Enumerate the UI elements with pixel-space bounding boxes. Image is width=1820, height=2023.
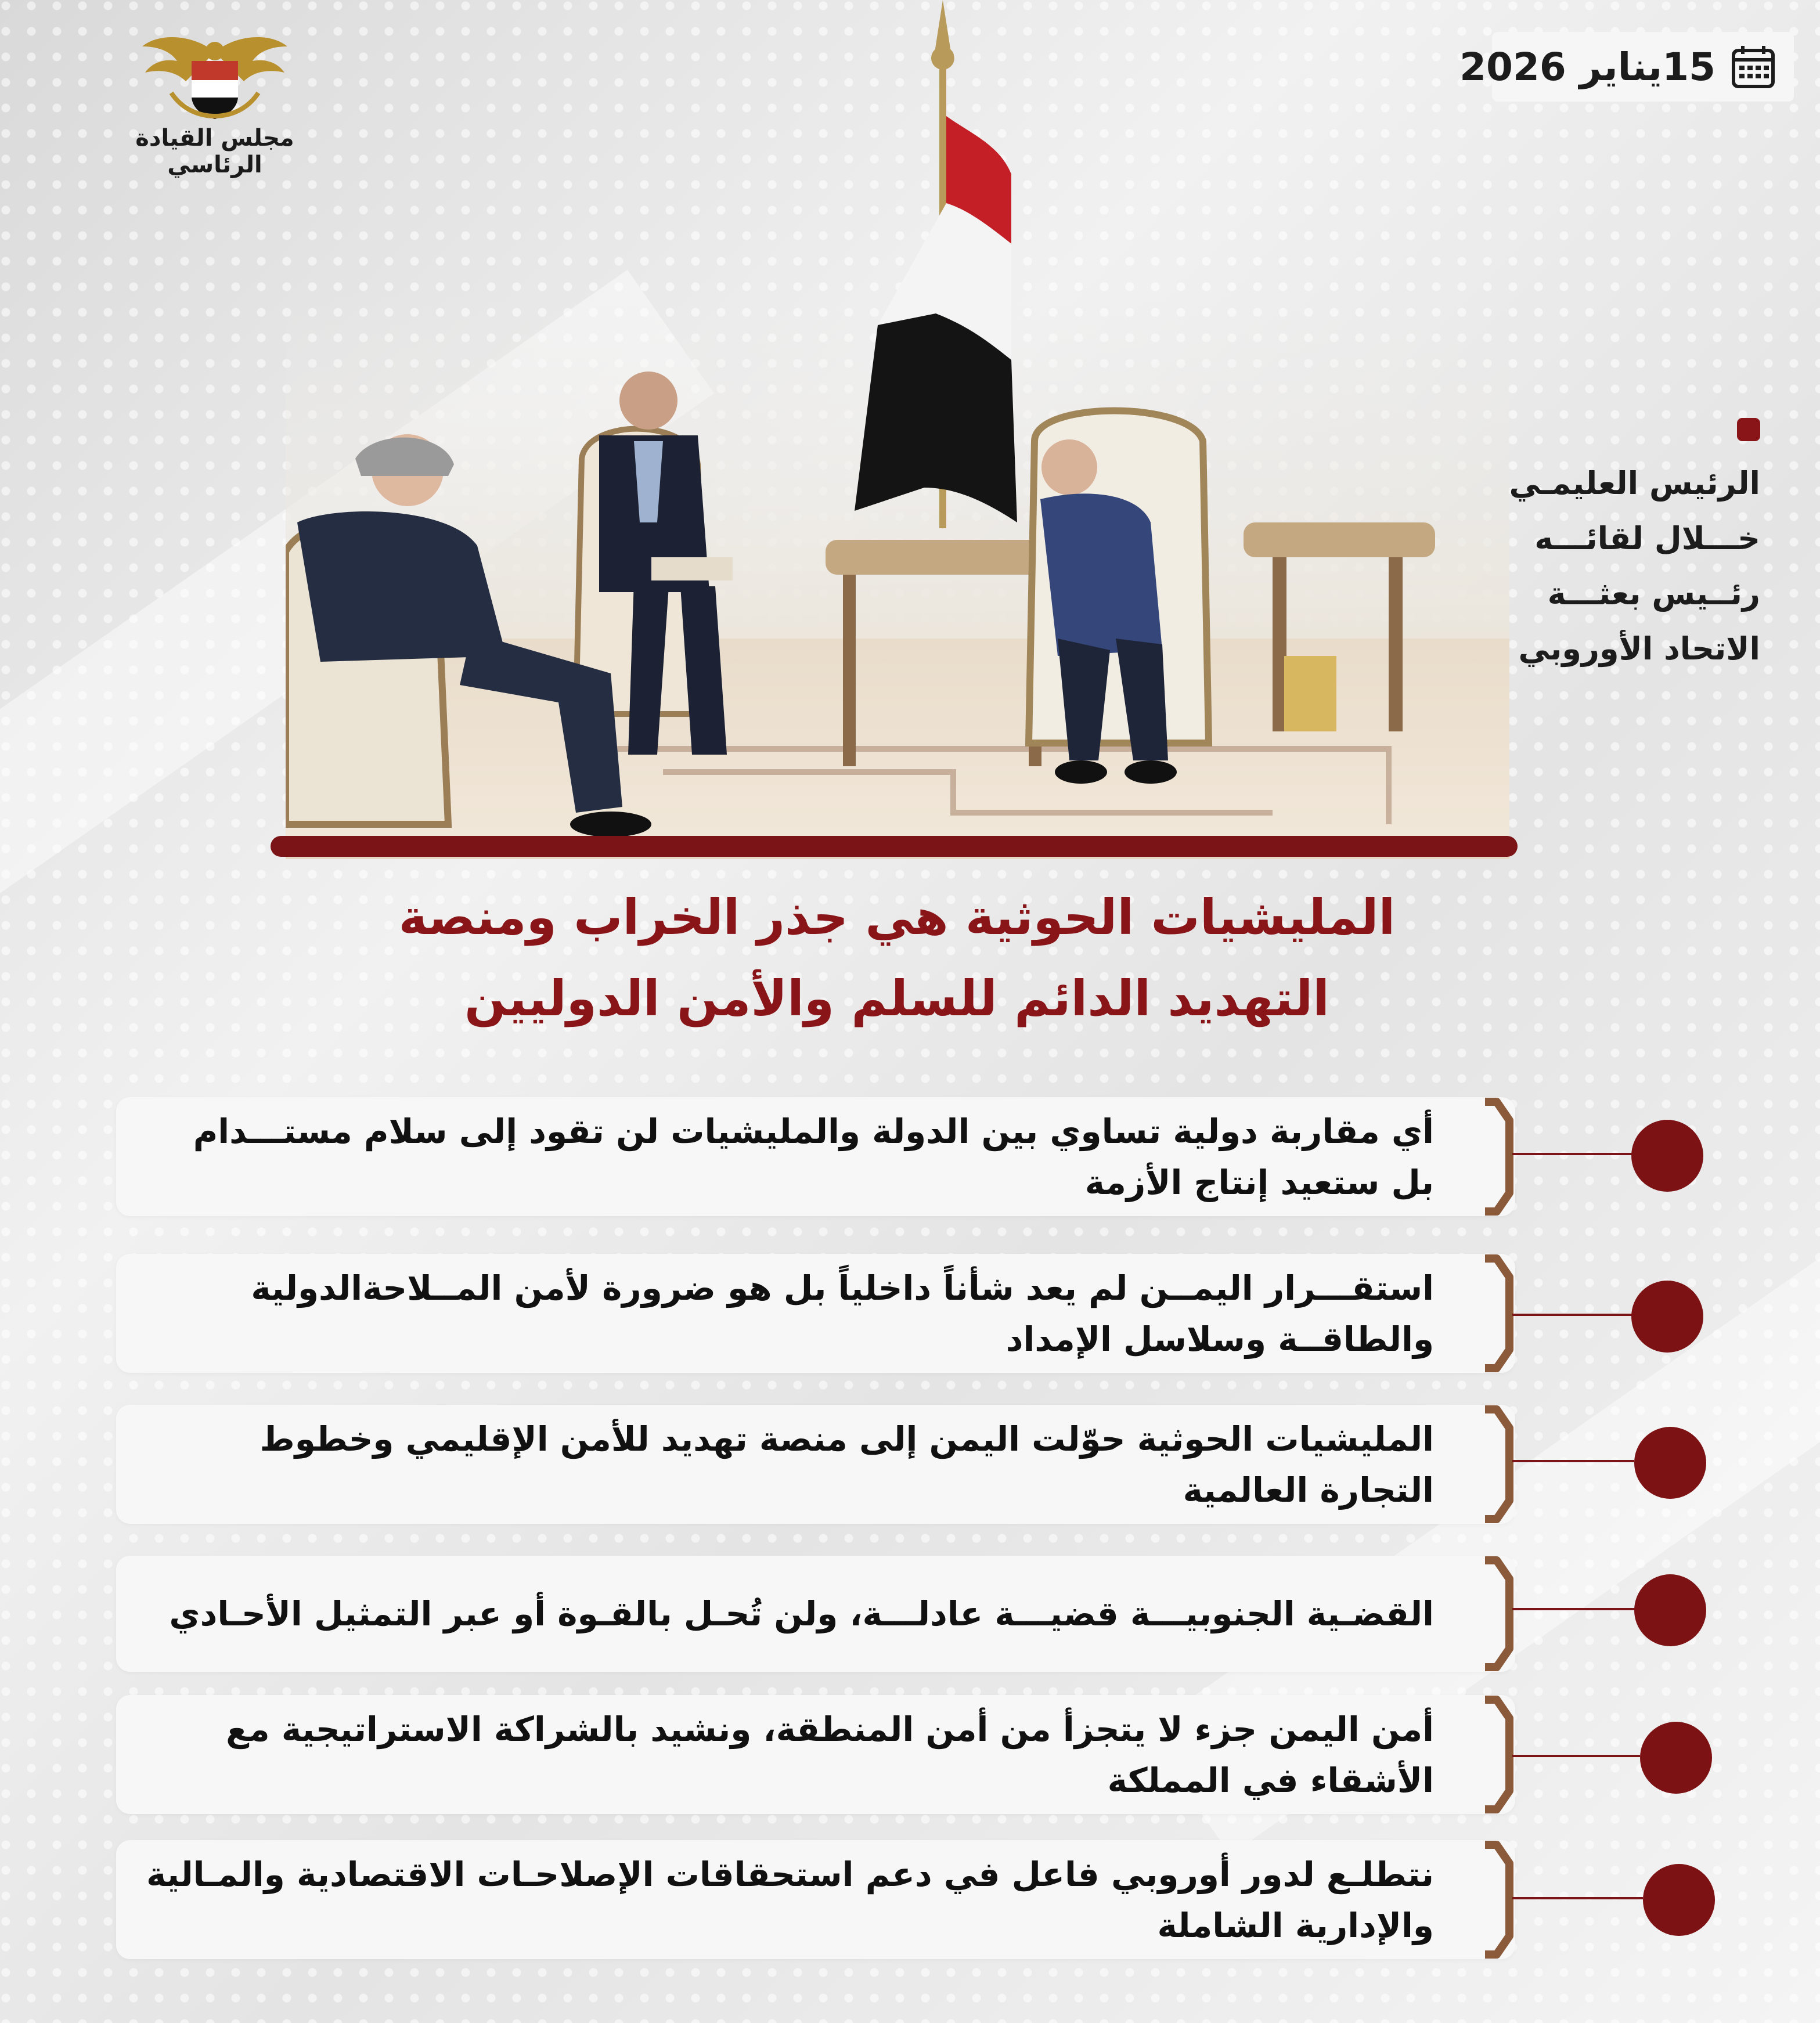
headline-line-2: التهديد الدائم للسلم والأمن الدوليين	[464, 970, 1330, 1027]
bullet-dot-4	[1634, 1574, 1706, 1646]
calendar-icon	[1730, 44, 1776, 90]
point-text-4: القضـية الجنوبيـــة قضيـــة عادلـــة، ولن تُحـل بالقـوة أو عبر التمثيل الأحـادي	[169, 1594, 1434, 1633]
date-text: 15يناير 2026	[1459, 45, 1716, 89]
point-card-6	[116, 1840, 1515, 1959]
photo-underline	[271, 836, 1518, 857]
bracket-1	[1480, 1097, 1515, 1216]
bracket-4	[1480, 1556, 1515, 1672]
point-card-1	[116, 1097, 1515, 1216]
headline-line-1: المليشيات الحوثية هي جذر الخراب ومنصة	[398, 889, 1396, 946]
point-card-3	[116, 1405, 1515, 1524]
point-text-2: استقـــرار اليمــن لم يعد شأناً داخلياً بل هو ضرورة لأمن المــلاحةالدولية والطاقــة وسلاسل الإمداد	[251, 1268, 1434, 1359]
point-text-3: المليشيات الحوثية حوّلت اليمن إلى منصة تهديد للأمن الإقليمي وخطوط التجارة العالمية	[260, 1419, 1434, 1510]
bracket-3	[1480, 1405, 1515, 1524]
point-text-1: أي مقاربة دولية تساوي بين الدولة والمليشيات لن تقود إلى سلام مستـــدام بل ستعيد إنتاج الأزمة	[193, 1111, 1434, 1202]
bullet-dot-3	[1634, 1427, 1706, 1499]
caption-text: الرئيس العليمـي خـــلال لقائـــه رئــيس بعثـــة الاتحاد الأوروبي	[1509, 465, 1760, 667]
bracket-2	[1480, 1254, 1515, 1373]
connector-5	[1512, 1755, 1640, 1757]
yemen-eagle-emblem-icon	[136, 29, 293, 122]
connector-1	[1512, 1153, 1634, 1155]
point-text-5: أمن اليمن جزء لا يتجزأ من أمن المنطقة، ونشيد بالشراكة الاستراتيجية مع الأشقاء في المملكة	[226, 1709, 1434, 1800]
council-name: مجلس القيادة الرئاسي	[135, 125, 294, 178]
date-badge	[1459, 32, 1794, 102]
caption-marker	[1737, 418, 1760, 441]
bracket-6	[1480, 1840, 1515, 1959]
bullet-dot-1	[1631, 1120, 1703, 1192]
connector-6	[1512, 1897, 1643, 1899]
connector-2	[1512, 1314, 1634, 1316]
point-text-6: نتطلـع لدور أوروبي فاعل في دعم استحقاقات الإصلاحـات الاقتصادية والمـالية والإدارية الشاملة	[146, 1854, 1434, 1945]
bracket-5	[1480, 1695, 1515, 1814]
point-card-4	[116, 1556, 1515, 1672]
bullet-dot-2	[1631, 1281, 1703, 1353]
point-card-5	[116, 1695, 1515, 1814]
meeting-photo	[286, 0, 1509, 859]
connector-3	[1512, 1460, 1634, 1462]
bullet-dot-6	[1643, 1864, 1715, 1936]
connector-4	[1512, 1608, 1637, 1610]
headline	[348, 877, 1446, 1039]
point-card-2	[116, 1254, 1515, 1373]
bullet-dot-5	[1640, 1722, 1712, 1794]
